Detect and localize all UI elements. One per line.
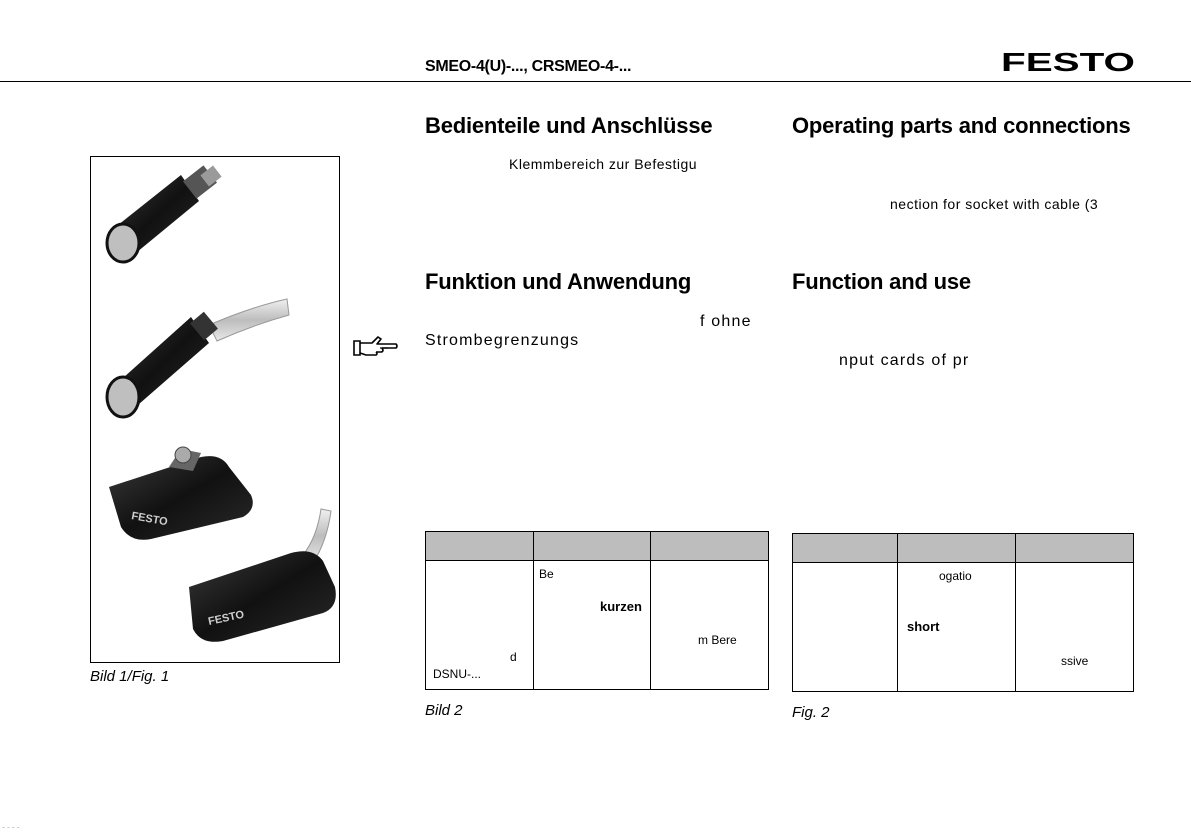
heading-function-use: Function and use: [792, 269, 971, 294]
table-de-header: [426, 532, 768, 561]
heading-bedienteile: Bedienteile und Anschlüsse: [425, 113, 713, 138]
table-de: [425, 531, 769, 690]
de-function-fragment-2: Strombegrenzungs: [425, 332, 580, 349]
angled-sensor-label-2: FESTO: [207, 608, 246, 628]
table-en-cell: ogatio: [939, 569, 972, 583]
sensor-illustration: [91, 157, 339, 662]
table-en-header: [793, 534, 1133, 563]
angled-sensor-cable: [189, 509, 336, 642]
figure-1-box: [90, 156, 340, 663]
en-function-fragment: nput cards of pr: [839, 352, 970, 369]
straight-sensor-plug: [107, 165, 222, 262]
pointing-hand-icon: [352, 333, 398, 359]
en-parts-fragment: nection for socket with cable (3: [890, 196, 1099, 212]
table-de-cell: Be: [539, 567, 554, 581]
table-en-cell: ssive: [1061, 654, 1089, 668]
angled-sensor-label-1: FESTO: [130, 510, 169, 529]
straight-sensor-cable: [107, 299, 289, 417]
figure-1-caption: Bild 1/Fig. 1: [90, 668, 170, 685]
heading-operating-parts: Operating parts and connections: [792, 113, 1131, 138]
footer-marks: ⁻ ⁻ ⁻ ⁻: [2, 827, 20, 833]
heading-funktion: Funktion und Anwendung: [425, 269, 692, 294]
table-de-cell: d: [510, 650, 517, 664]
page-header-title: SMEO-4(U)-..., CRSMEO-4-...: [425, 58, 632, 75]
figure-2-caption-de: Bild 2: [425, 702, 463, 719]
header-rule: [0, 81, 1191, 82]
table-de-cell: m Bere: [698, 633, 737, 647]
de-parts-fragment: Klemmbereich zur Befestigu: [509, 156, 698, 172]
table-de-cell: kurzen: [600, 599, 642, 614]
angled-sensor-plug: [109, 447, 253, 540]
table-de-cell: DSNU-...: [433, 667, 481, 681]
figure-2-caption-en: Fig. 2: [792, 704, 830, 721]
festo-logo-text: FESTO: [1001, 50, 1135, 74]
festo-logo: [1000, 50, 1137, 74]
de-function-fragment-1: f ohne: [700, 313, 752, 330]
table-en-cell: short: [907, 619, 940, 634]
table-en: [792, 533, 1134, 692]
